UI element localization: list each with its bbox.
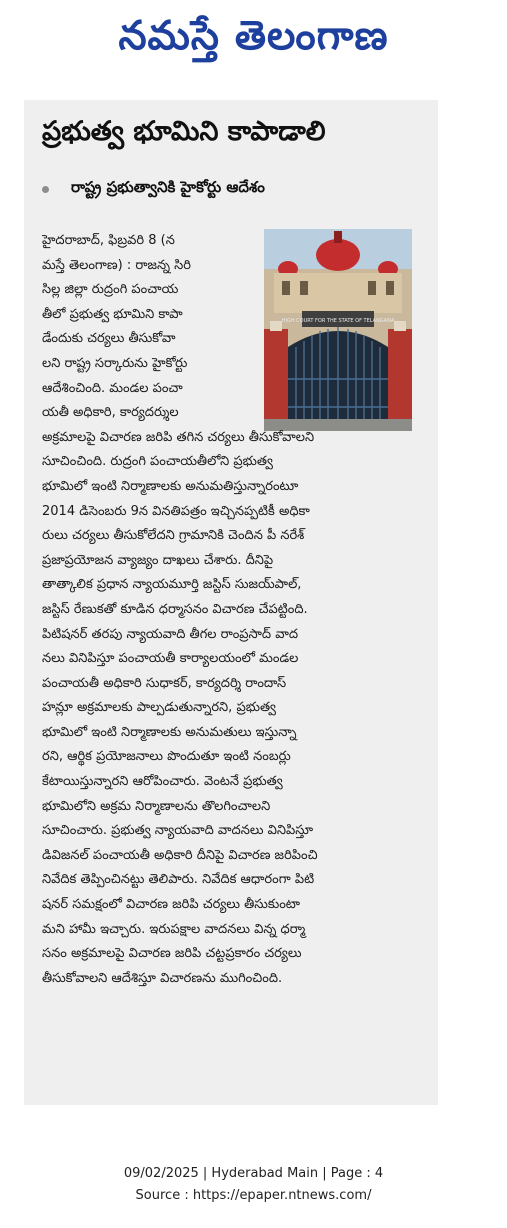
article-clipping [24,100,438,1105]
court-sign-text: HIGH COURT FOR THE STATE OF TELANGANA [281,318,395,324]
article-line: కేటాయిస్తున్నారని ఆరోపించారు. వెంటనే ప్రభుత్వ [42,774,283,790]
article-body [42,229,422,991]
article-line: సూచించారు. ప్రభుత్వ న్యాయవాది వాదనలు వినిపిస్తూ [42,823,314,839]
article-line: డేందుకు చర్యలు తీసుకోవా [42,331,176,347]
article-line: భూమిలో ఇంటి నిర్మాణాలకు అనుమతులు ఇస్తున్నా [42,724,297,740]
bullet-icon [42,186,49,193]
article-line: ఆదేశించింది. మండల పంచా [42,380,183,396]
article-line: హన్లూ అక్రమాలకు పాల్పడుతున్నారని, ప్రభుత్వ [42,700,276,716]
article-line: నివేదిక తెప్పించినట్టు తెలిపారు. నివేదిక ఆధారంగా పిటి [42,872,315,888]
article-line: సూచించింది. రుద్రంగి పంచాయతీలోని ప్రభుత్వ [42,454,273,470]
subheadline-text: రాష్ట్ర ప్రభుత్వానికి హైకోర్టు ఆదేశం [71,178,265,196]
article-line: తీలో ప్రభుత్వ భూమిని కాపా [42,306,183,322]
article-line: భూమిలోని అక్రమ నిర్మాణాలను తొలగించాలని [42,798,271,814]
article-line: పిటిషనర్ తరపు న్యాయవాది తీగల రాంప్రసాద్ వాద [42,626,299,642]
article-line: హైదరాబాద్, ఫిబ్రవరి 8 (న [42,233,175,248]
article-line: ప్రజాప్రయోజన వ్యాజ్యం దాఖలు చేశారు. దీనిపై [42,552,274,568]
footer-date-line: 09/02/2025 | Hyderabad Main | Page : 4 [123,1166,384,1181]
article-line: పంచాయతీ అధికారి సుధాకర్, కార్యదర్శి రాందాస్ [42,675,287,691]
article-line: తీసుకోవాలని ఆదేశిస్తూ విచారణను ముగించింది. [42,970,283,986]
article-body-wrapped-lines [42,229,254,426]
footer-source-line: Source : https://epaper.ntnews.com/ [135,1188,372,1203]
newspaper-masthead [40,4,467,78]
article-line: సనం అక్రమాలపై విచారణ జరిపి చట్టప్రకారం చర్యలు [42,946,302,962]
article-line: రులు చర్యలు తీసుకోలేదని గ్రామానికి చెందిన పీ నరేశ్ [42,528,305,544]
article-line: జస్టిస్ రేణుకతో కూడిన ధర్మాసనం విచారణ చేపట్టింది. [42,601,308,617]
article-line: మని హామీ ఇచ్చారు. ఇరుపక్షాల వాదనలు విన్న ధర్మా [42,921,306,937]
article-line: నలు వినిపిస్తూ పంచాయతీ కార్యాలయంలో మండల [42,651,299,667]
article-line: యతీ అధికారి, కార్యదర్శుల [42,405,179,421]
article-line: 2014 డిసెంబరు 9న వినతిపత్రం ఇచ్చినప్పటికీ అధికా [42,503,310,519]
article-line: మస్తే తెలంగాణ) : రాజన్న సిరి [42,257,192,273]
article-headline: ప్రభుత్వ భూమిని కాపాడాలి [42,116,326,147]
article-line: భూమిలో ఇంటి నిర్మాణాలకు అనుమతిస్తున్నారంటూ [42,478,299,494]
article-line: తాత్కాలిక ప్రధాన న్యాయమూర్తి జస్టిస్ సుజయ్‌పాల్, [42,577,302,593]
article-line: రని, ఆర్థిక ప్రయోజనాలు పొందుతూ ఇంటి నంబర్లు [42,749,291,765]
article-line: అక్రమాలపై విచారణ జరిపి తగిన చర్యలు తీసుకోవాలని [42,429,315,445]
article-line: లని రాష్ట్ర సర్కారును హైకోర్టు [42,355,188,371]
article-line: డివిజనల్ పంచాయతీ అధికారి దీనిపై విచారణ జరిపించి [42,847,318,863]
article-line: షనర్ సమక్షంలో విచారణ జరిపి చర్యలు తీసుకుంటా [42,897,301,913]
article-line: సిల్ల జిల్లా రుద్రంగి పంచాయ [42,282,179,298]
article-subheadline [42,178,432,200]
masthead-title: నమస్తే తెలంగాణ [118,13,389,59]
